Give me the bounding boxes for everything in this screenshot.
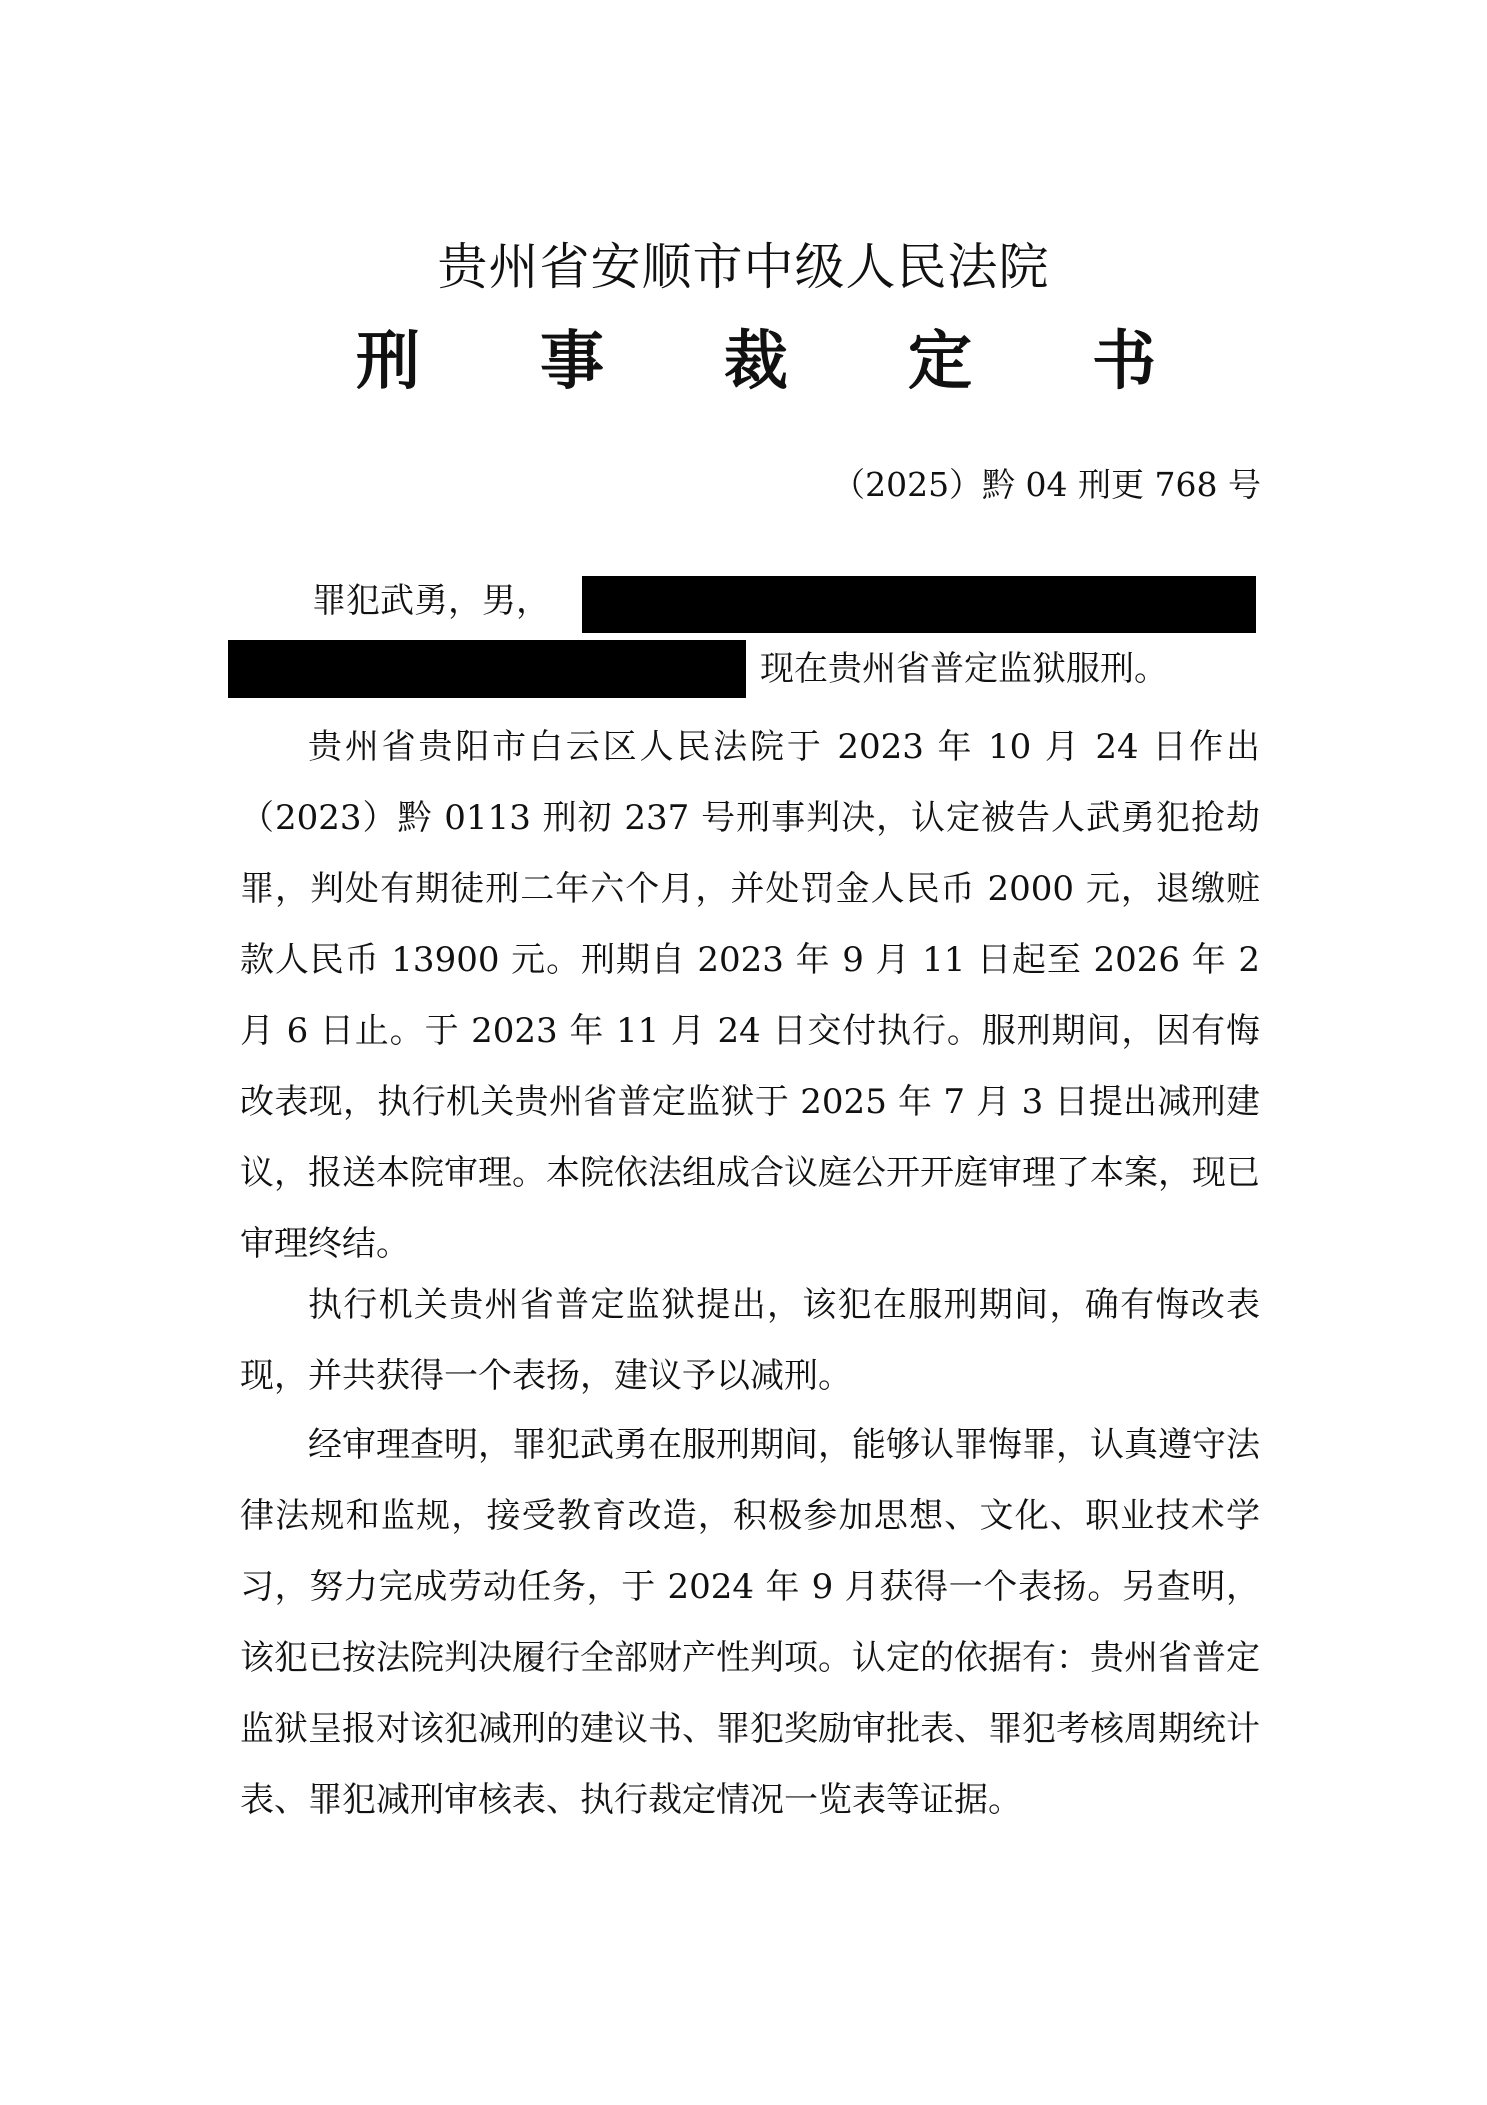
title-char: 事 (540, 325, 604, 399)
title-char: 刑 (356, 325, 420, 399)
intro-line-1: 罪犯武勇，男， (312, 581, 550, 621)
document-title (356, 322, 1156, 402)
title-char: 裁 (724, 325, 788, 399)
paragraph-judgment: 贵州省贵阳市白云区人民法院于 2023 年 10 月 24 日作出（2023）黔 0113 刑初 237 号刑事判决，认定被告人武勇犯抢劫罪，判处有期徒刑二年六个月，并处罚金人民币 2000 元，退缴赃款人民币 13900 元。刑期自 2023 年 9 月 11 日起至 2026 年 2 月 6 日止。于 2023 年 11 月 24 日交付执行。服刑期间，因有悔改表现，执行机关贵州省普定监狱于 2025 年 7 月 3 日提出减刑建议，报送本院审理。本院依法组成合议庭公开开庭审理了本案，现已审理终结。 (240, 727, 1260, 1264)
court-name: 贵州省安顺市中级人民法院 (437, 238, 1050, 296)
case-number: （2025）黔 04 刑更 768 号 (832, 465, 1261, 504)
title-char: 定 (908, 325, 972, 399)
paragraph-proposal: 执行机关贵州省普定监狱提出，该犯在服刑期间，确有悔改表现，并共获得一个表扬，建议予以减刑。 (240, 1285, 1260, 1396)
title-char: 书 (1092, 325, 1156, 399)
redaction-box (582, 576, 1256, 633)
intro-line-2: 现在贵州省普定监狱服刑。 (760, 649, 1168, 689)
paragraph-findings: 经审理查明，罪犯武勇在服刑期间，能够认罪悔罪，认真遵守法律法规和监规，接受教育改造，积极参加思想、文化、职业技术学习，努力完成劳动任务，于 2024 年 9 月获得一个表扬。另查明，该犯已按法院判决履行全部财产性判项。认定的依据有：贵州省普定监狱呈报对该犯减刑的建议书、罪犯奖励审批表、罪犯考核周期统计表、罪犯减刑审核表、执行裁定情况一览表等证据。 (240, 1425, 1260, 1820)
redaction-box (228, 640, 746, 698)
